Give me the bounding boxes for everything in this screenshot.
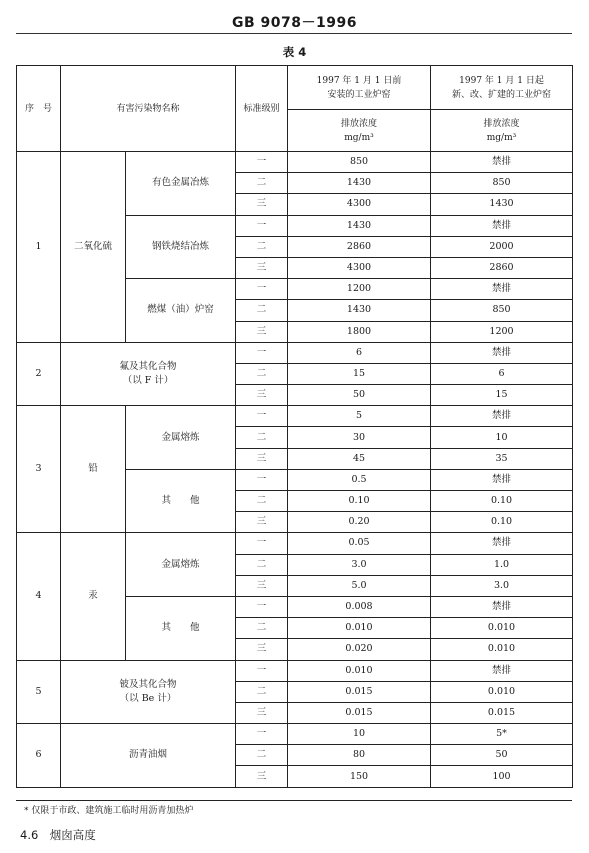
value-before-1997: 0.015 [288,681,431,702]
value-after-1997: 850 [431,300,573,321]
value-after-1997: 2860 [431,257,573,278]
value-after-1997: 禁排 [431,596,573,617]
table-row [17,660,573,681]
value-after-1997: 0.10 [431,512,573,533]
value-before-1997: 10 [288,724,431,745]
level-cell: 一 [236,596,288,617]
level-cell: 二 [236,491,288,512]
level-cell: 二 [236,363,288,384]
value-after-1997: 10 [431,427,573,448]
value-before-1997: 850 [288,152,431,173]
value-before-1997: 1200 [288,279,431,300]
value-after-1997: 1430 [431,194,573,215]
pollutant-name: 铍及其化合物 （以 Be 计） [61,660,236,724]
value-before-1997: 0.010 [288,660,431,681]
value-before-1997: 2860 [288,236,431,257]
level-cell: 二 [236,236,288,257]
level-cell: 一 [236,152,288,173]
value-before-1997: 4300 [288,194,431,215]
value-after-1997: 禁排 [431,660,573,681]
header-seq: 序 号 [17,66,61,152]
row-seq-no: 1 [17,152,61,343]
level-cell: 三 [236,702,288,723]
row-seq-no: 6 [17,724,61,788]
pollutant-source: 有色金属冶炼 [126,152,236,216]
header-rule [16,33,572,34]
value-before-1997: 0.20 [288,512,431,533]
header-level: 标准级别 [236,66,288,152]
standard-code-header: GB 9078－1996 [232,15,357,31]
value-before-1997: 50 [288,385,431,406]
header-after-1997: 1997 年 1 月 1 日起 新、改、扩建的工业炉窑 [431,66,573,110]
value-after-1997: 禁排 [431,279,573,300]
value-before-1997: 5 [288,406,431,427]
value-before-1997: 80 [288,745,431,766]
level-cell: 三 [236,321,288,342]
value-after-1997: 禁排 [431,406,573,427]
value-after-1997: 禁排 [431,533,573,554]
header-conc-after: 排放浓度 mg/m³ [431,110,573,152]
table-row [17,152,573,173]
value-after-1997: 禁排 [431,342,573,363]
pollutant-source: 金属熔炼 [126,406,236,470]
table-row [17,724,573,745]
table-caption: 表 4 [282,45,307,59]
pollutant-name: 沥青油烟 [61,724,236,788]
value-before-1997: 0.10 [288,491,431,512]
level-cell: 三 [236,194,288,215]
level-cell: 三 [236,766,288,787]
table-row [17,342,573,363]
value-before-1997: 0.008 [288,596,431,617]
table-row [17,406,573,427]
level-cell: 三 [236,385,288,406]
level-cell: 二 [236,173,288,194]
pollutant-source: 金属熔炼 [126,533,236,597]
footnote: * 仅限于市政、建筑施工临时用沥青加热炉 [24,806,194,816]
value-after-1997: 禁排 [431,152,573,173]
emission-table [16,65,573,788]
value-after-1997: 禁排 [431,215,573,236]
value-after-1997: 1200 [431,321,573,342]
row-seq-no: 4 [17,533,61,660]
header-pollutant: 有害污染物名称 [61,66,236,152]
row-seq-no: 5 [17,660,61,724]
value-before-1997: 3.0 [288,554,431,575]
pollutant-name: 氟及其化合物 （以 F 计） [61,342,236,406]
value-after-1997: 6 [431,363,573,384]
value-before-1997: 1430 [288,300,431,321]
pollutant-name: 二氧化硫 [61,152,126,343]
value-after-1997: 1.0 [431,554,573,575]
pollutant-source: 燃煤（油）炉窑 [126,279,236,343]
level-cell: 二 [236,554,288,575]
level-cell: 二 [236,745,288,766]
value-after-1997: 50 [431,745,573,766]
pollutant-source: 钢铁烧结冶炼 [126,215,236,279]
value-before-1997: 1800 [288,321,431,342]
value-before-1997: 1430 [288,173,431,194]
value-after-1997: 3.0 [431,575,573,596]
level-cell: 二 [236,618,288,639]
level-cell: 三 [236,575,288,596]
level-cell: 一 [236,279,288,300]
value-before-1997: 5.0 [288,575,431,596]
pollutant-name: 铅 [61,406,126,533]
value-after-1997: 0.10 [431,491,573,512]
value-after-1997: 850 [431,173,573,194]
value-before-1997: 30 [288,427,431,448]
value-after-1997: 0.010 [431,618,573,639]
table-row [17,533,573,554]
value-before-1997: 6 [288,342,431,363]
level-cell: 二 [236,681,288,702]
level-cell: 三 [236,257,288,278]
pollutant-name: 汞 [61,533,126,660]
footnote-rule [16,800,572,801]
pollutant-source: 其 他 [126,596,236,660]
level-cell: 一 [236,342,288,363]
value-before-1997: 0.020 [288,639,431,660]
value-after-1997: 0.015 [431,702,573,723]
level-cell: 三 [236,512,288,533]
value-before-1997: 0.010 [288,618,431,639]
value-after-1997: 0.010 [431,681,573,702]
level-cell: 二 [236,300,288,321]
level-cell: 一 [236,533,288,554]
row-seq-no: 2 [17,342,61,406]
value-after-1997: 100 [431,766,573,787]
value-before-1997: 150 [288,766,431,787]
value-after-1997: 0.010 [431,639,573,660]
level-cell: 一 [236,724,288,745]
value-after-1997: 5* [431,724,573,745]
value-after-1997: 15 [431,385,573,406]
level-cell: 二 [236,427,288,448]
table-body [17,152,573,788]
pollutant-source: 其 他 [126,469,236,533]
value-before-1997: 0.015 [288,702,431,723]
level-cell: 三 [236,639,288,660]
level-cell: 一 [236,660,288,681]
row-seq-no: 3 [17,406,61,533]
level-cell: 一 [236,469,288,490]
value-before-1997: 45 [288,448,431,469]
value-before-1997: 0.5 [288,469,431,490]
header-conc-before: 排放浓度 mg/m³ [288,110,431,152]
value-before-1997: 0.05 [288,533,431,554]
level-cell: 三 [236,448,288,469]
level-cell: 一 [236,215,288,236]
value-after-1997: 35 [431,448,573,469]
value-after-1997: 2000 [431,236,573,257]
value-before-1997: 1430 [288,215,431,236]
level-cell: 一 [236,406,288,427]
next-section-heading: 4.6 烟囱高度 [20,828,96,842]
value-before-1997: 15 [288,363,431,384]
header-before-1997: 1997 年 1 月 1 日前 安装的工业炉窑 [288,66,431,110]
value-before-1997: 4300 [288,257,431,278]
value-after-1997: 禁排 [431,469,573,490]
